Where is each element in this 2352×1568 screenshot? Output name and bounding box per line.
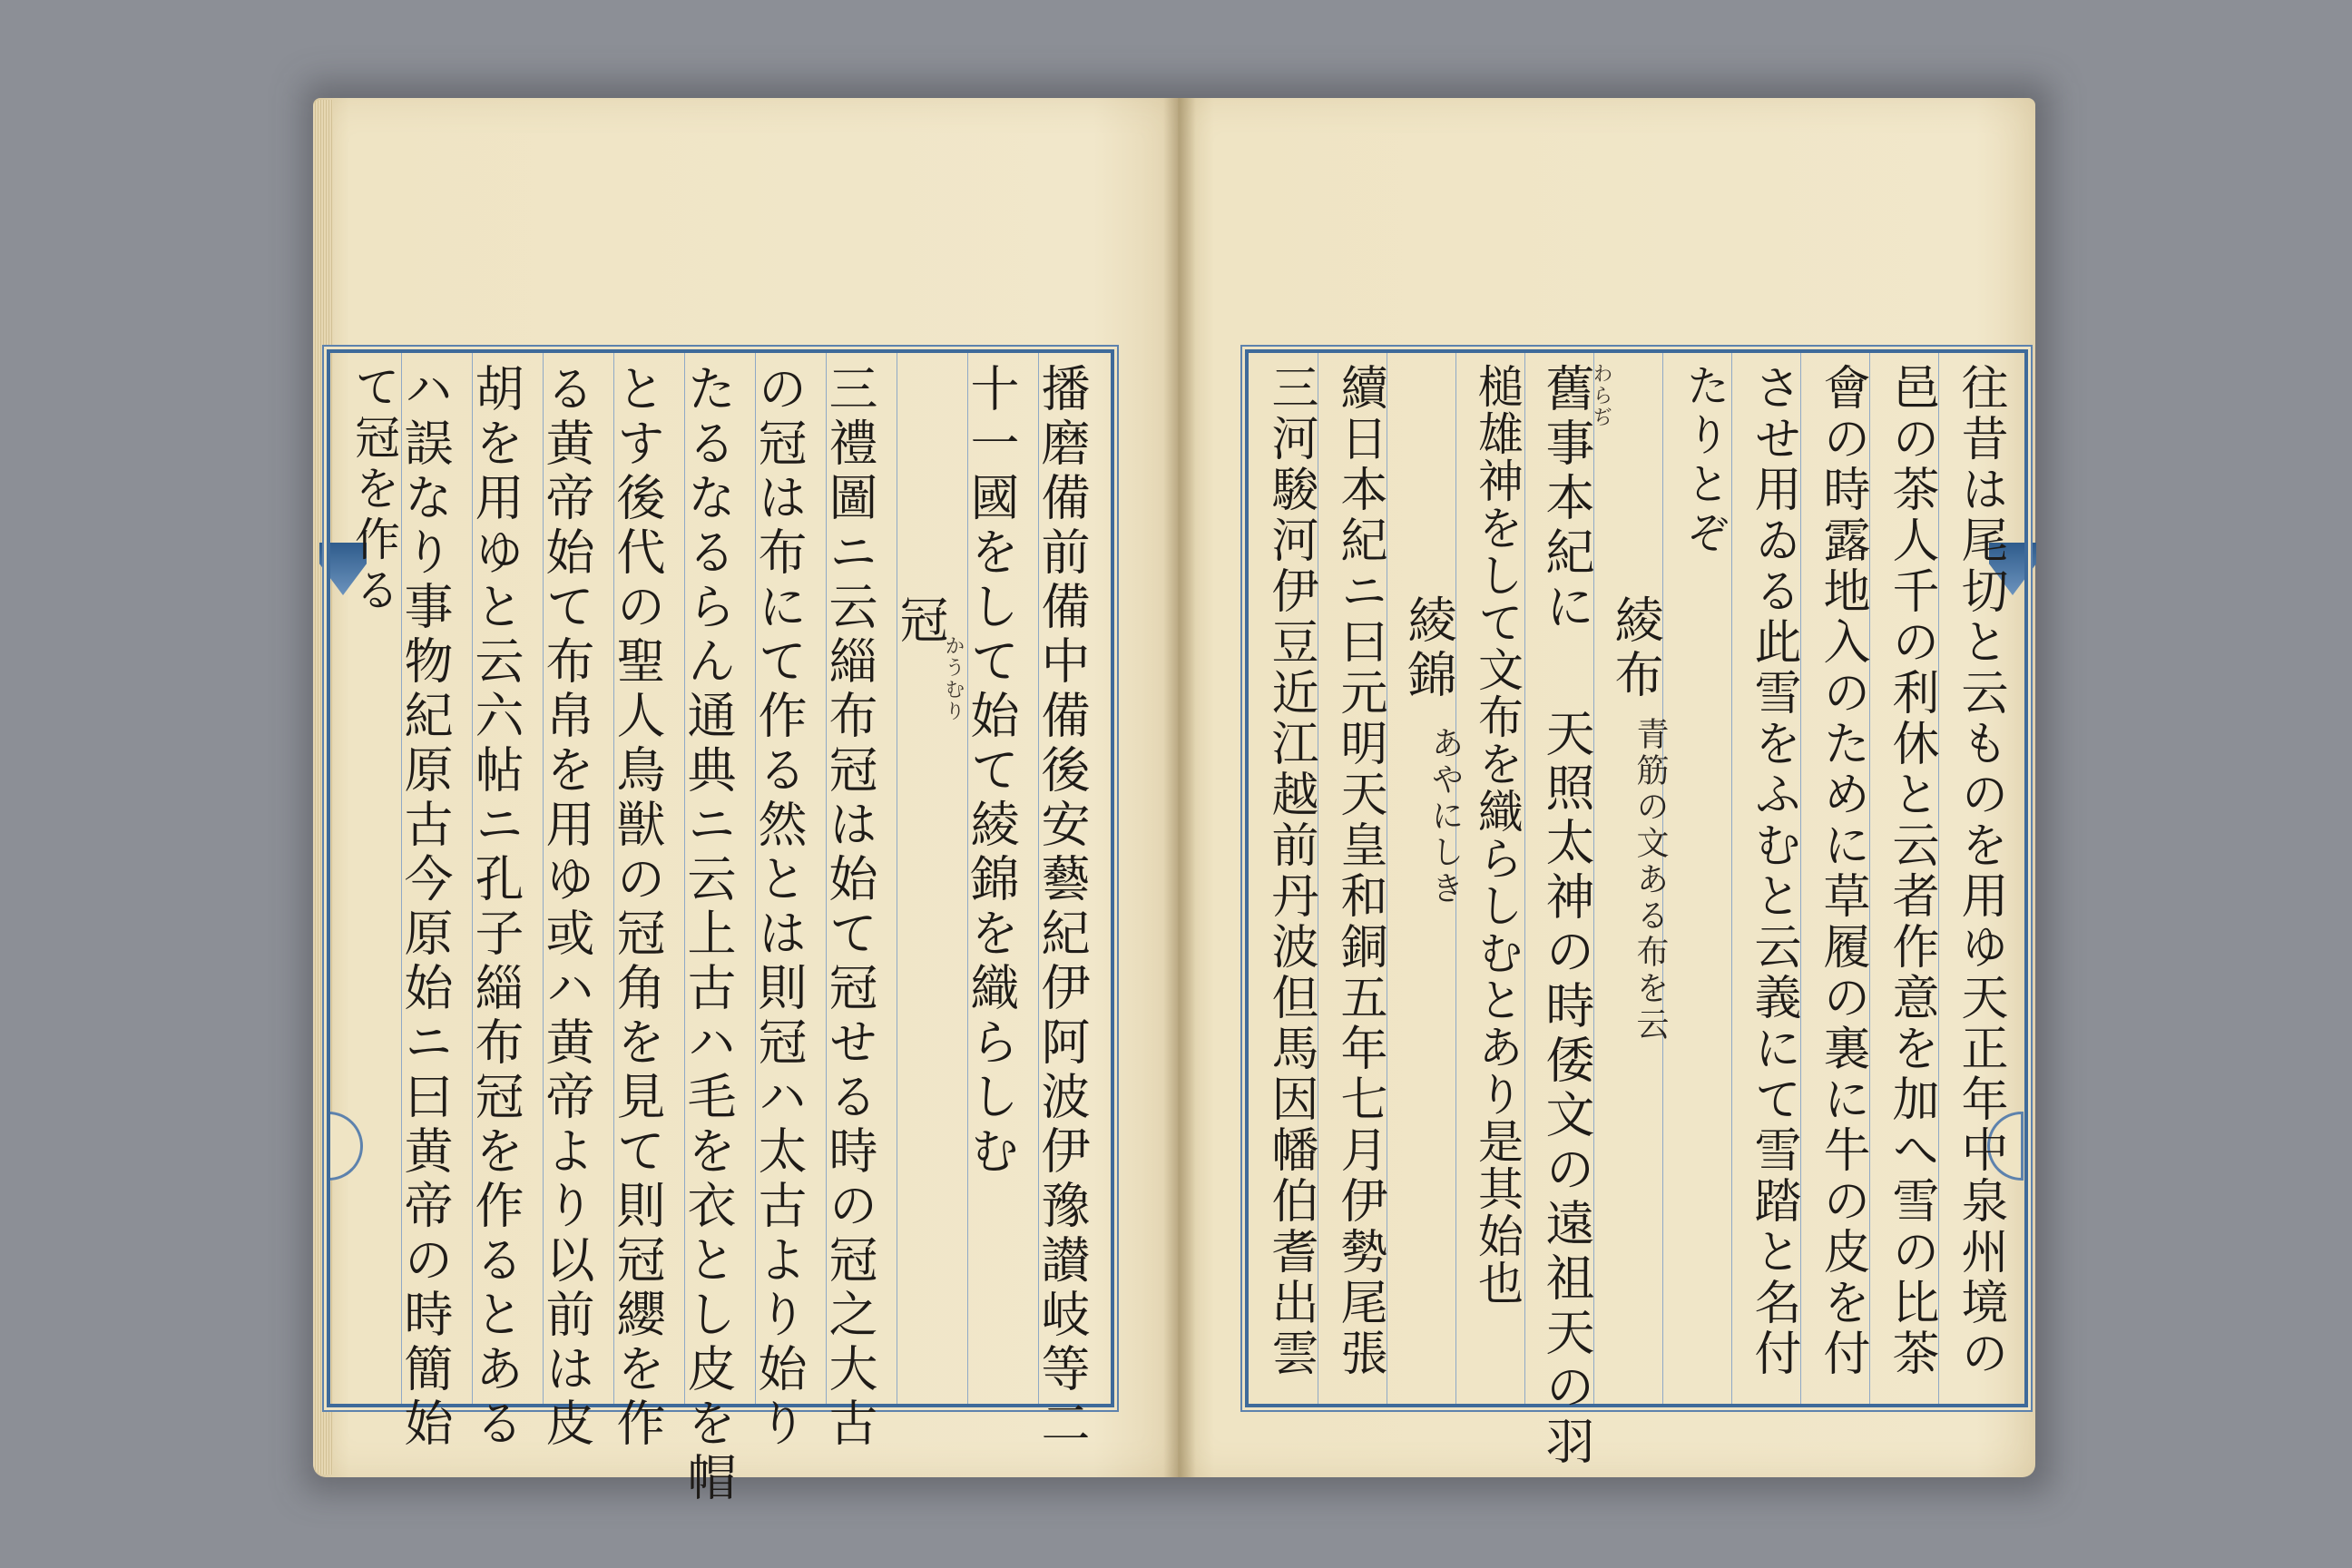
text-column: 天照太神の時倭文の遠祖天の羽	[1538, 708, 1595, 1470]
text-column: 邑の茶人千の利休と云者作意を加へ雪の比茶	[1884, 363, 1938, 1379]
text-column: 十一國をして始て綾錦を織らしむ	[963, 363, 1020, 1180]
text-column: 播磨備前備中備後安藝紀伊阿波伊豫讃岐等二	[1034, 363, 1091, 1452]
section-heading: 冠	[892, 594, 949, 649]
annotation-note: あやにしき	[1426, 726, 1464, 907]
text-column: て冠を作る	[348, 363, 400, 617]
text-column: たりとぞ	[1679, 363, 1730, 559]
text-column: ハ誤なり事物紀原古今原始ニ曰黄帝の時簡始	[397, 363, 454, 1452]
rubi-note: わらぢ	[1590, 363, 1612, 428]
text-column: 往昔は尾切と云ものを用ゆ天正年中泉州境の	[1953, 363, 2007, 1379]
text-column: 槌雄神をして文布を織らしむとあり是其始也	[1471, 363, 1524, 1307]
text-column: 三河駿河伊豆近江越前丹波但馬因幡伯耆出雲	[1263, 363, 1318, 1379]
text-column: 三禮圖ニ云緇布冠は始て冠せる時の冠之大古	[821, 363, 878, 1452]
annotation-note: 青筋の文ある布を云	[1632, 717, 1669, 1044]
text-column: の冠は布にて作る然とは則冠ハ太古より始り	[750, 363, 808, 1452]
section-heading: 綾錦	[1400, 594, 1457, 703]
text-column: とす後代の聖人鳥獣の冠角を見て則冠纓を作	[609, 363, 666, 1452]
rubi-note: かうむり	[942, 635, 965, 722]
text-column: 舊事本紀に	[1538, 363, 1595, 635]
section-heading: 綾布	[1607, 594, 1664, 703]
text-column: 續日本紀ニ曰元明天皇和銅五年七月伊勢尾張	[1332, 363, 1387, 1379]
book-gutter	[1163, 98, 1196, 1477]
text-column: たるなるらん通典ニ云上古ハ毛を衣とし皮を帽	[680, 363, 737, 1506]
text-column: させ用ゐる此雪をふむと云義にて雪踏と名付	[1746, 363, 1800, 1379]
text-column: 會の時露地入のために草履の裏に牛の皮を付	[1815, 363, 1869, 1379]
text-column: 胡を用ゆと云六帖ニ孔子緇布冠を作るとある	[467, 363, 524, 1452]
text-column: る黄帝始て布帛を用ゆ或ハ黄帝より以前は皮	[538, 363, 595, 1452]
